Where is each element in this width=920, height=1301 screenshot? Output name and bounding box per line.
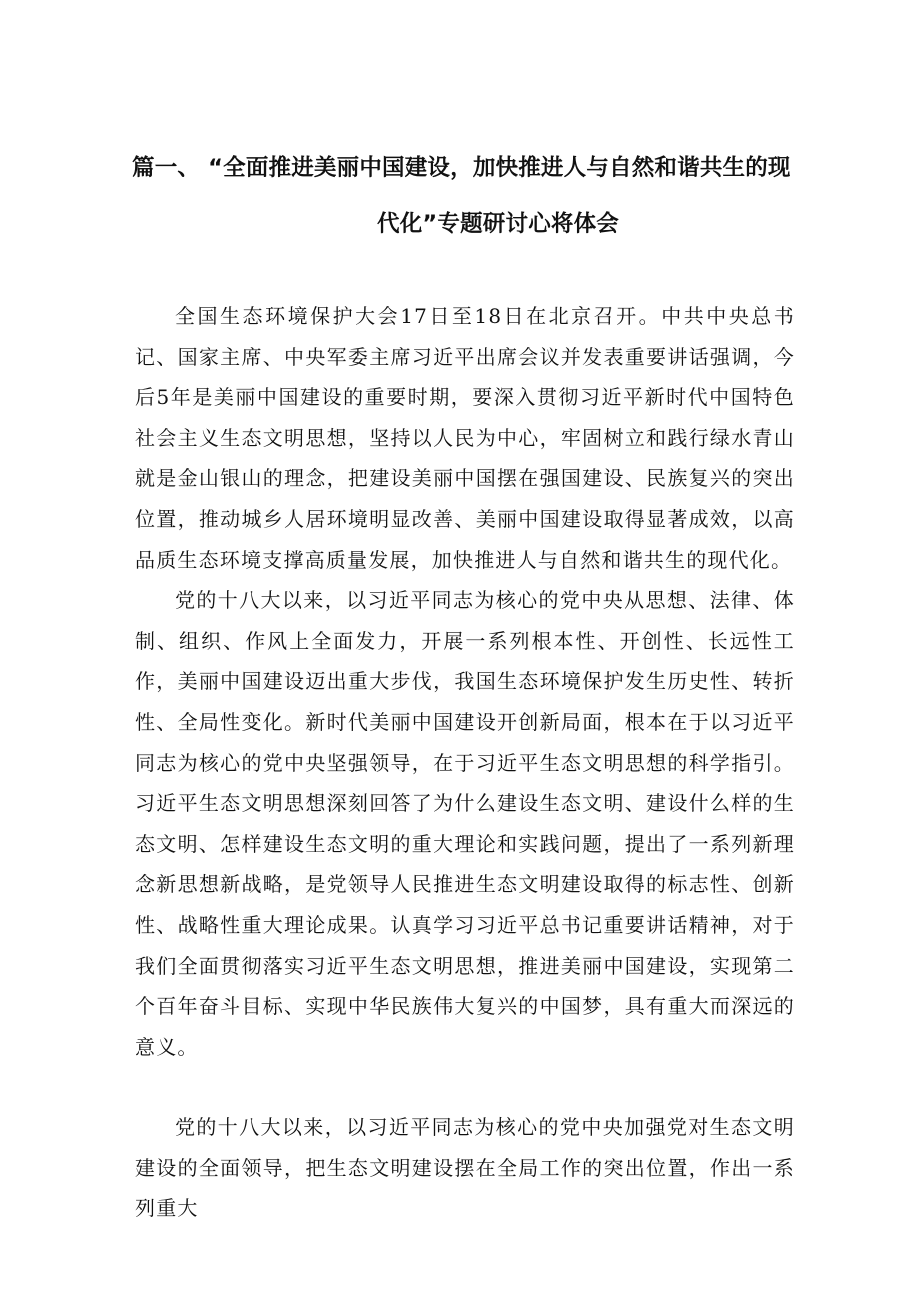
title-line-1: 篇一、 “全面推进美丽中国建设，加快推进人与自然和谐共生的现 — [132, 155, 791, 181]
paragraph-1: 全国生态环境保护大会17日至18日在北京召开。中共中央总书记、国家主席、中央军委主席习近平出席会议并发表重要讲话强调，今后5年是美丽中国建设的重要时期，要深入贯彻习近平新时代中国特色社会主义生态文明思想，坚持以人民为中心，牢固树立和践行绿水青山就是金山银山的理念，把建设美丽中国摆在强国建设、民族复兴的突出位置，推动城乡人居环境明显改善、美丽中国建设取得显著成效，以高品质生态环境支撑高质量发展，加快推进人与自然和谐共生的现代化。 — [135, 304, 795, 572]
title-line-2: 代化”专题研讨心将体会 — [377, 211, 619, 237]
document-title — [132, 140, 792, 252]
paragraph-3: 党的十八大以来，以习近平同志为核心的党中央加强党对生态文明建设的全面领导，把生态文明建设摆在全局工作的突出位置，作出一系列重大 — [135, 1115, 795, 1221]
paragraph-2: 党的十八大以来，以习近平同志为核心的党中央从思想、法律、体制、组织、作风上全面发力，开展一系列根本性、开创性、长远性工作，美丽中国建设迈出重大步伐，我国生态环境保护发生历史性、转折性、全局性变化。新时代美丽中国建设开创新局面，根本在于以习近平同志为核心的党中央坚强领导，在于习近平生态文明思想的科学指引。习近平生态文明思想深刻回答了为什么建设生态文明、建设什么样的生态文明、怎样建设生态文明的重大理论和实践问题，提出了一系列新理念新思想新战略，是党领导人民推进生态文明建设取得的标志性、创新性、战略性重大理论成果。认真学习习近平总书记重要讲话精神，对于我们全面贯彻落实习近平生态文明思想，推进美丽中国建设，实现第二个百年奋斗目标、实现中华民族伟大复兴的中国梦，具有重大而深远的意义。 — [135, 588, 795, 1059]
document-body — [135, 296, 795, 1229]
